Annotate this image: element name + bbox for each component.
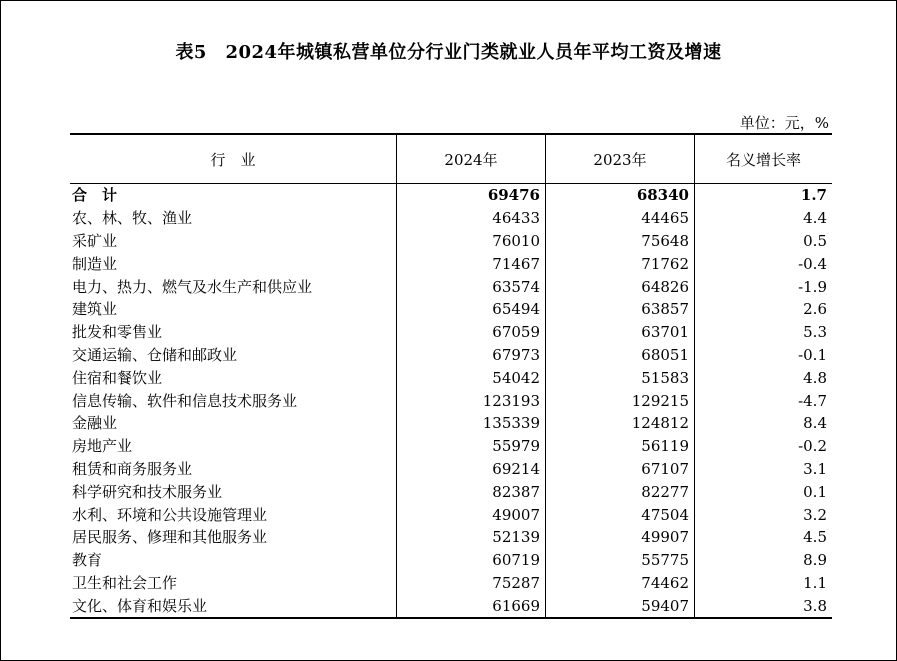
wage-2024-cell: 46433 bbox=[397, 207, 546, 230]
wage-2023-cell: 74462 bbox=[546, 572, 695, 595]
wage-2023-cell: 51583 bbox=[546, 366, 695, 389]
table-row bbox=[70, 435, 832, 458]
wage-2023-cell: 124812 bbox=[546, 412, 695, 435]
wage-2024-cell: 69214 bbox=[397, 458, 546, 481]
wage-2024-cell: 61669 bbox=[397, 594, 546, 618]
growth-rate-cell: 5.3 bbox=[695, 321, 833, 344]
wage-2023-cell: 68340 bbox=[546, 184, 695, 207]
wage-2024-cell: 55979 bbox=[397, 435, 546, 458]
industry-cell: 交通运输、仓储和邮政业 bbox=[72, 345, 238, 364]
industry-cell: 科学研究和技术服务业 bbox=[72, 482, 223, 501]
header-2023: 2023年 bbox=[546, 134, 695, 184]
wage-2023-cell: 71762 bbox=[546, 252, 695, 275]
table-body bbox=[70, 184, 832, 619]
industry-cell: 制造业 bbox=[72, 254, 118, 273]
table-row bbox=[70, 230, 832, 253]
industry-cell: 卫生和社会工作 bbox=[72, 573, 178, 592]
wage-2024-cell: 67973 bbox=[397, 344, 546, 367]
industry-cell: 水利、环境和公共设施管理业 bbox=[72, 505, 268, 524]
industry-cell: 建筑业 bbox=[72, 300, 118, 319]
growth-rate-cell: 1.1 bbox=[695, 572, 833, 595]
unit-note: 单位：元，% bbox=[739, 114, 829, 132]
header-growth: 名义增长率 bbox=[695, 134, 833, 184]
growth-rate-cell: 8.4 bbox=[695, 412, 833, 435]
growth-rate-cell: 1.7 bbox=[695, 184, 833, 207]
industry-cell: 批发和零售业 bbox=[72, 323, 163, 342]
wage-2023-cell: 68051 bbox=[546, 344, 695, 367]
growth-rate-cell: 0.1 bbox=[695, 480, 833, 503]
wage-2024-cell: 82387 bbox=[397, 480, 546, 503]
table-row bbox=[70, 572, 832, 595]
industry-cell: 采矿业 bbox=[72, 231, 118, 250]
table-row bbox=[70, 275, 832, 298]
growth-rate-cell: -4.7 bbox=[695, 389, 833, 412]
growth-rate-cell: -0.4 bbox=[695, 252, 833, 275]
industry-cell: 教育 bbox=[72, 551, 103, 570]
industry-cell: 电力、热力、燃气及水生产和供应业 bbox=[72, 277, 313, 296]
growth-rate-cell: 0.5 bbox=[695, 230, 833, 253]
table-row bbox=[70, 458, 832, 481]
wage-2023-cell: 59407 bbox=[546, 594, 695, 618]
wage-2024-cell: 69476 bbox=[397, 184, 546, 207]
wage-table bbox=[70, 133, 832, 619]
wage-2024-cell: 135339 bbox=[397, 412, 546, 435]
wage-2023-cell: 64826 bbox=[546, 275, 695, 298]
header-2024: 2024年 bbox=[397, 134, 546, 184]
table-row bbox=[70, 594, 832, 618]
table-row bbox=[70, 366, 832, 389]
wage-2024-cell: 123193 bbox=[397, 389, 546, 412]
wage-2023-cell: 129215 bbox=[546, 389, 695, 412]
industry-cell: 居民服务、修理和其他服务业 bbox=[72, 528, 268, 547]
wage-2024-cell: 52139 bbox=[397, 526, 546, 549]
growth-rate-cell: 4.8 bbox=[695, 366, 833, 389]
wage-2024-cell: 65494 bbox=[397, 298, 546, 321]
table-row bbox=[70, 298, 832, 321]
table-row bbox=[70, 480, 832, 503]
wage-2024-cell: 49007 bbox=[397, 503, 546, 526]
growth-rate-cell: 4.4 bbox=[695, 207, 833, 230]
industry-cell: 信息传输、软件和信息技术服务业 bbox=[72, 391, 298, 410]
wage-2023-cell: 82277 bbox=[546, 480, 695, 503]
growth-rate-cell: 3.8 bbox=[695, 594, 833, 618]
total-row bbox=[70, 184, 832, 207]
industry-cell: 文化、体育和娱乐业 bbox=[70, 594, 397, 618]
wage-2023-cell: 55775 bbox=[546, 549, 695, 572]
wage-2024-cell: 75287 bbox=[397, 572, 546, 595]
growth-rate-cell: 8.9 bbox=[695, 549, 833, 572]
wage-2023-cell: 56119 bbox=[546, 435, 695, 458]
table-row bbox=[70, 344, 832, 367]
wage-2023-cell: 49907 bbox=[546, 526, 695, 549]
table-row bbox=[70, 321, 832, 344]
growth-rate-cell: -1.9 bbox=[695, 275, 833, 298]
wage-2023-cell: 63857 bbox=[546, 298, 695, 321]
table-row bbox=[70, 503, 832, 526]
table-row bbox=[70, 526, 832, 549]
table-title: 表5 2024年城镇私营单位分行业门类就业人员年平均工资及增速 bbox=[175, 42, 722, 63]
growth-rate-cell: 3.1 bbox=[695, 458, 833, 481]
table-row bbox=[70, 412, 832, 435]
wage-2024-cell: 54042 bbox=[397, 366, 546, 389]
wage-2023-cell: 47504 bbox=[546, 503, 695, 526]
wage-2023-cell: 63701 bbox=[546, 321, 695, 344]
wage-2023-cell: 44465 bbox=[546, 207, 695, 230]
industry-cell: 住宿和餐饮业 bbox=[72, 368, 163, 387]
wage-2023-cell: 75648 bbox=[546, 230, 695, 253]
growth-rate-cell: -0.1 bbox=[695, 344, 833, 367]
growth-rate-cell: 2.6 bbox=[695, 298, 833, 321]
table-row bbox=[70, 207, 832, 230]
growth-rate-cell: 4.5 bbox=[695, 526, 833, 549]
growth-rate-cell: -0.2 bbox=[695, 435, 833, 458]
growth-rate-cell: 3.2 bbox=[695, 503, 833, 526]
industry-cell: 农、林、牧、渔业 bbox=[72, 209, 193, 228]
header-industry: 行 业 bbox=[70, 134, 397, 184]
industry-cell: 租赁和商务服务业 bbox=[72, 459, 193, 478]
wage-2024-cell: 71467 bbox=[397, 252, 546, 275]
wage-2023-cell: 67107 bbox=[546, 458, 695, 481]
wage-2024-cell: 60719 bbox=[397, 549, 546, 572]
header-row bbox=[70, 134, 832, 184]
wage-2024-cell: 76010 bbox=[397, 230, 546, 253]
industry-cell: 合 计 bbox=[72, 186, 118, 205]
industry-cell: 金融业 bbox=[72, 414, 118, 433]
table-row bbox=[70, 389, 832, 412]
wage-2024-cell: 67059 bbox=[397, 321, 546, 344]
table-row bbox=[70, 252, 832, 275]
table-row bbox=[70, 549, 832, 572]
wage-2024-cell: 63574 bbox=[397, 275, 546, 298]
industry-cell: 房地产业 bbox=[72, 437, 133, 456]
